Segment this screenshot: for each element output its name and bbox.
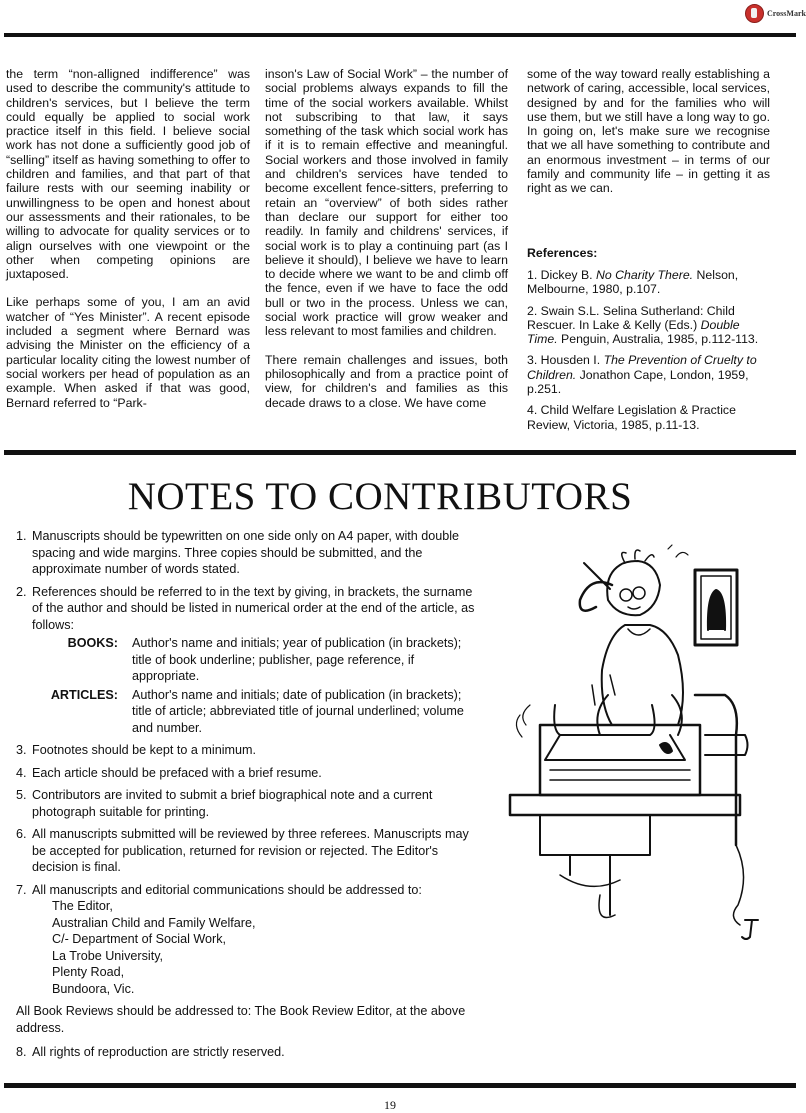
reference-item: 3. Housden I. The Prevention of Cruelty to Children. Jonathon Cape, London, 1959, p.251. (527, 353, 757, 397)
crossmark-icon (745, 4, 764, 23)
article-column-3 (527, 67, 770, 439)
crossmark-badge[interactable] (745, 3, 806, 23)
article-paragraph: the term “non-alligned indifference” was used to describe the community's attitude to children's services, but I believe the term could equally be applied to social work practice itself in this field. I believe social work has not done a sufficiently good job of “selling” itself as having something to offer to children and families, and that part of that failure rests with our seeming inability or unwillingness to be open and honest about our assessments and their rationales, to be willing to advocate for quality services or to align ourselves with one viewpoint or the other when competing opinions are juxtaposed. (6, 67, 250, 282)
page-number: 19 (384, 1098, 396, 1112)
list-item: 8. All rights of reproduction are strictly reserved. (16, 1045, 285, 1059)
section-rule (4, 450, 796, 455)
books-format: BOOKS: Author's name and initials; year of publication (in brackets); title of book underline; publisher, page reference, if appropriate. (67, 636, 462, 683)
book-reviews-note: All Book Reviews should be addressed to: The Book Review Editor, at the above address. (16, 1004, 466, 1035)
article-paragraph: There remain challenges and issues, both philosophically and from a practice point of view, for children's and families as this decade draws to a close. We have come (265, 352, 508, 410)
list-item: 5. Contributors are invited to submit a brief biographical note and a current photograph suitable for printing. (16, 788, 433, 819)
editor-address: The Editor, Australian Child and Family Welfare, C/- Department of Social Work, La Trobe University, Plenty Road, Bundoora, Vic. (52, 899, 256, 996)
notes-list (16, 528, 476, 1067)
notes-title: NOTES TO CONTRIBUTORS (127, 475, 633, 518)
article-paragraph: some of the way toward really establishing a network of caring, accessible, local services, designed by and for the families who will use them, but we still have a long way to go. In going on, let's make sure we recognise that we all have something to contribute and an enormous investment – in terms of our family and community life – in getting it as right as we can. (527, 67, 770, 196)
list-item: 4. Each article should be prefaced with a brief resume. (16, 765, 322, 780)
articles-format: ARTICLES: Author's name and initials; date of publication (in brackets); title of article; abbreviated title of journal underlined; volume and number. (50, 687, 464, 735)
typist-cartoon-illustration (500, 545, 770, 945)
reference-item: 1. Dickey B. No Charity There. Nelson, Melbourne, 1980, p.107. (527, 267, 739, 297)
list-item: 7. All manuscripts and editorial communications should be addressed to: The Editor, Australian Child and Family Welfare, C/- Department of Social Work, La Trobe University, Plenty Road, Bundoora, Vic. (16, 882, 476, 998)
article-paragraph: Like perhaps some of you, I am an avid watcher of “Yes Minister”. A recent episode included a segment where Bernard was advising the Minister on the efficiency of a particular locality citing the lowest number of social workers per head of population as an example. When asked if that was good, Bernard referred to “Park- (6, 295, 250, 410)
top-rule (4, 33, 796, 37)
bottom-rule (4, 1083, 796, 1088)
list-item: 1. Manuscripts should be typewritten on one side only on A4 paper, with double spacing and wide margins. Three copies should be submitted, and the approximate number of words stated. (16, 529, 460, 576)
reference-item: 2. Swain S.L. Selina Sutherland: Child Rescuer. In Lake & Kelly (Eds.) Double Time. Penguin, Australia, 1985, p.112-113. (527, 303, 759, 347)
article-column-2 (265, 67, 508, 424)
reference-item: 4. Child Welfare Legislation & Practice Review, Victoria, 1985, p.11-13. (527, 403, 736, 432)
list-item: 2. References should be referred to in the text by giving, in brackets, the surname of the author and should be listed in numerical order at the end of the article, as follows: BOOKS: Author's name and initials; year of publication (in brackets); title of book underline; publisher, page reference, if appropriate. ARTICLES: Author's name and initials; date of publication (in brackets); title of article; abbreviated title of journal underlined; volume and number. (16, 584, 475, 735)
article-paragraph: inson's Law of Social Work” – the number of social problems always expands to fill the time of the social workers available. Whilst not subscribing to that law, it says something of the task which social work has if it is to remain effective and meaningful. Social workers and those involved in family and children's services have tended to become excellent fence-sitters, preferring to retain an “overview” of both sides rather than declare our support for either too readily. In family and childrens' services, if social work is to play a continuing part (as I believe it should), I believe we have to learn to decide where we want to be and climb off the fence, even if we have to face the odd bull or two in the process. Unless we can, social work practice will grow weaker and less relevant to most families and children. (265, 67, 508, 339)
article-column-1 (6, 67, 250, 424)
crossmark-label: CrossMark (767, 8, 806, 18)
references-heading: References: (527, 245, 598, 260)
list-item: 3. Footnotes should be kept to a minimum. (16, 743, 257, 757)
list-item: 6. All manuscripts submitted will be reviewed by three referees. Manuscripts may be accepted for publication, returned for revision or rejected. The Editor's decision is final. (16, 827, 469, 874)
